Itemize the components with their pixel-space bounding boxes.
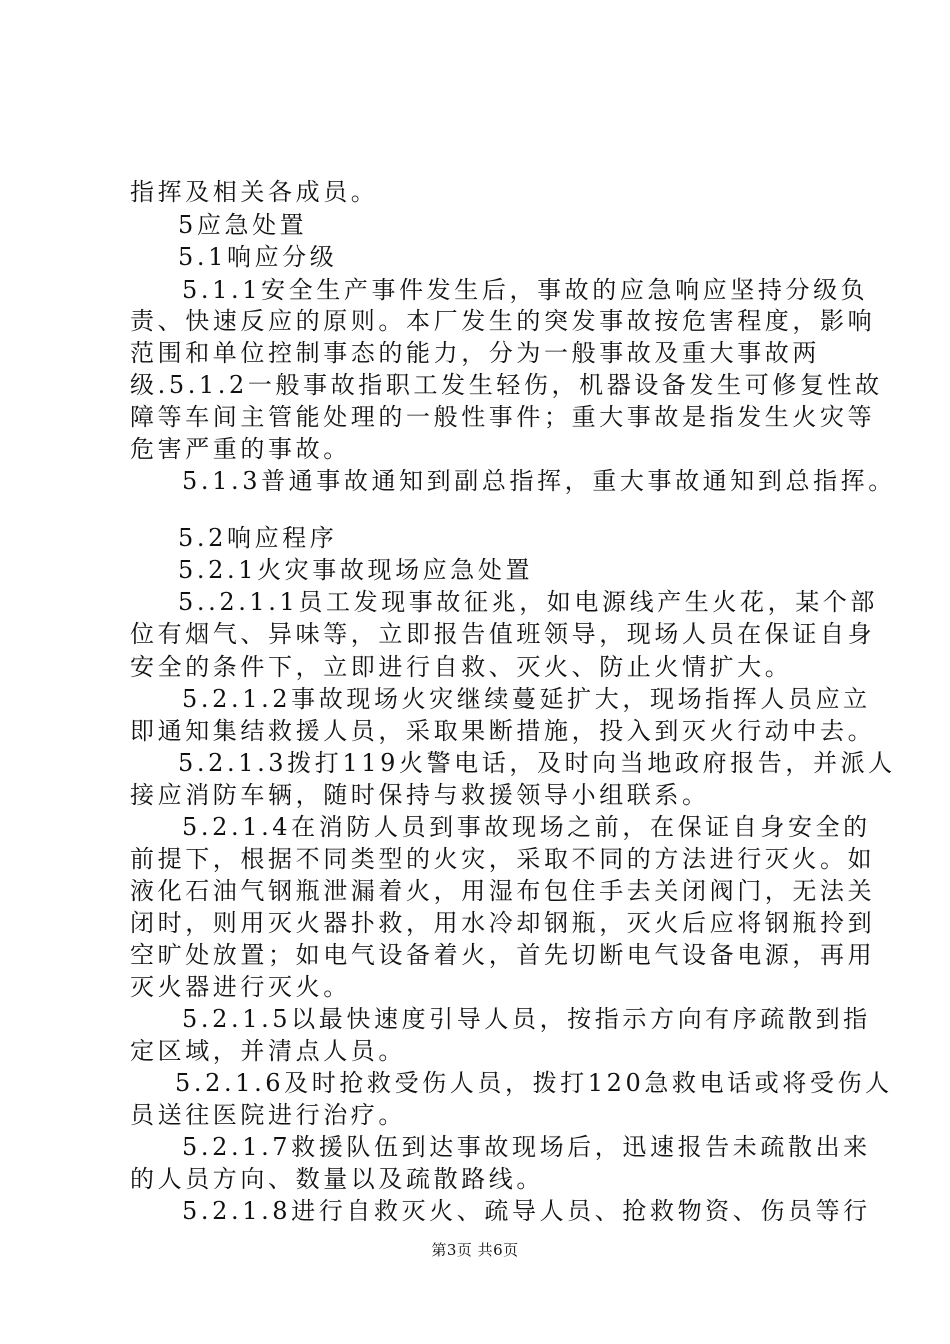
body-text-line: 灭火器进行灭火。 xyxy=(130,973,351,1001)
body-text-line: 前提下，根据不同类型的火灾，采取不同的方法进行灭火。如 xyxy=(130,845,876,873)
subsection-heading: 5.2响应程序 xyxy=(178,524,338,552)
body-text-line: 定区域，并清点人员。 xyxy=(130,1037,406,1065)
body-text-line: 5.1.1安全生产事件发生后，事故的应急响应坚持分级负 xyxy=(182,276,869,304)
body-text-line: 责、快速反应的原则。本厂发生的突发事故按危害程度，影响 xyxy=(130,307,876,335)
body-text-line: 的人员方向、数量以及疏散路线。 xyxy=(130,1165,544,1193)
section-heading: 5应急处置 xyxy=(178,211,308,239)
body-text-line: 5.2.1.4在消防人员到事故现场之前，在保证自身安全的 xyxy=(182,813,871,841)
body-text-line: 范围和单位控制事态的能力，分为一般事故及重大事故两 xyxy=(130,339,820,367)
body-text-line: 5.2.1.3拨打119火警电话，及时向当地政府报告，并派人 xyxy=(178,749,896,777)
body-text-line: 5.1.3普通事故通知到副总指挥，重大事故通知到总指挥。 xyxy=(182,467,896,495)
body-text-line: 危害严重的事故。 xyxy=(130,435,351,463)
body-text-line: 5.2.1.8进行自救灭火、疏导人员、抢救物资、伤员等行 xyxy=(182,1197,871,1225)
body-text-line: 安全的条件下，立即进行自救、灭火、防止火情扩大。 xyxy=(130,653,793,681)
body-text-line: 5.2.1.5以最快速度引导人员，按指示方向有序疏散到指 xyxy=(182,1005,871,1033)
body-text-line: 位有烟气、异味等，立即报告值班领导，现场人员在保证自身 xyxy=(130,620,876,648)
body-text-line: 液化石油气钢瓶泄漏着火，用湿布包住手去关闭阀门，无法关 xyxy=(130,877,876,905)
subsection-heading: 5.2.1火灾事故现场应急处置 xyxy=(178,556,534,584)
body-text-line: 障等车间主管能处理的一般性事件；重大事故是指发生火灾等 xyxy=(130,403,876,431)
subsection-heading: 5.1响应分级 xyxy=(178,243,338,271)
body-text-line: 员送往医院进行治疗。 xyxy=(130,1101,406,1129)
body-text-line: 5.2.1.7救援队伍到达事故现场后，迅速报告未疏散出来 xyxy=(182,1133,871,1161)
body-text-line: 即通知集结救援人员，采取果断措施，投入到灭火行动中去。 xyxy=(130,717,876,745)
body-text-line: 级.5.1.2一般事故指职工发生轻伤，机器设备发生可修复性故 xyxy=(130,371,883,399)
body-text-line: 空旷处放置；如电气设备着火，首先切断电气设备电源，再用 xyxy=(130,941,876,969)
body-text-line: 5..2.1.1员工发现事故征兆，如电源线产生火花，某个部 xyxy=(178,588,878,616)
page-number-footer: 第3页 共6页 xyxy=(431,1241,519,1259)
body-text-line: 5.2.1.2事故现场火灾继续蔓延扩大，现场指挥人员应立 xyxy=(182,685,871,713)
body-text-line: 接应消防车辆，随时保持与救援领导小组联系。 xyxy=(130,781,710,809)
body-text-line: 闭时，则用灭火器扑救，用水冷却钢瓶，灭火后应将钢瓶拎到 xyxy=(130,909,876,937)
body-text-line: 5.2.1.6及时抢救受伤人员，拨打120急救电话或将受伤人 xyxy=(175,1069,893,1097)
body-text-line: 指挥及相关各成员。 xyxy=(130,178,379,206)
